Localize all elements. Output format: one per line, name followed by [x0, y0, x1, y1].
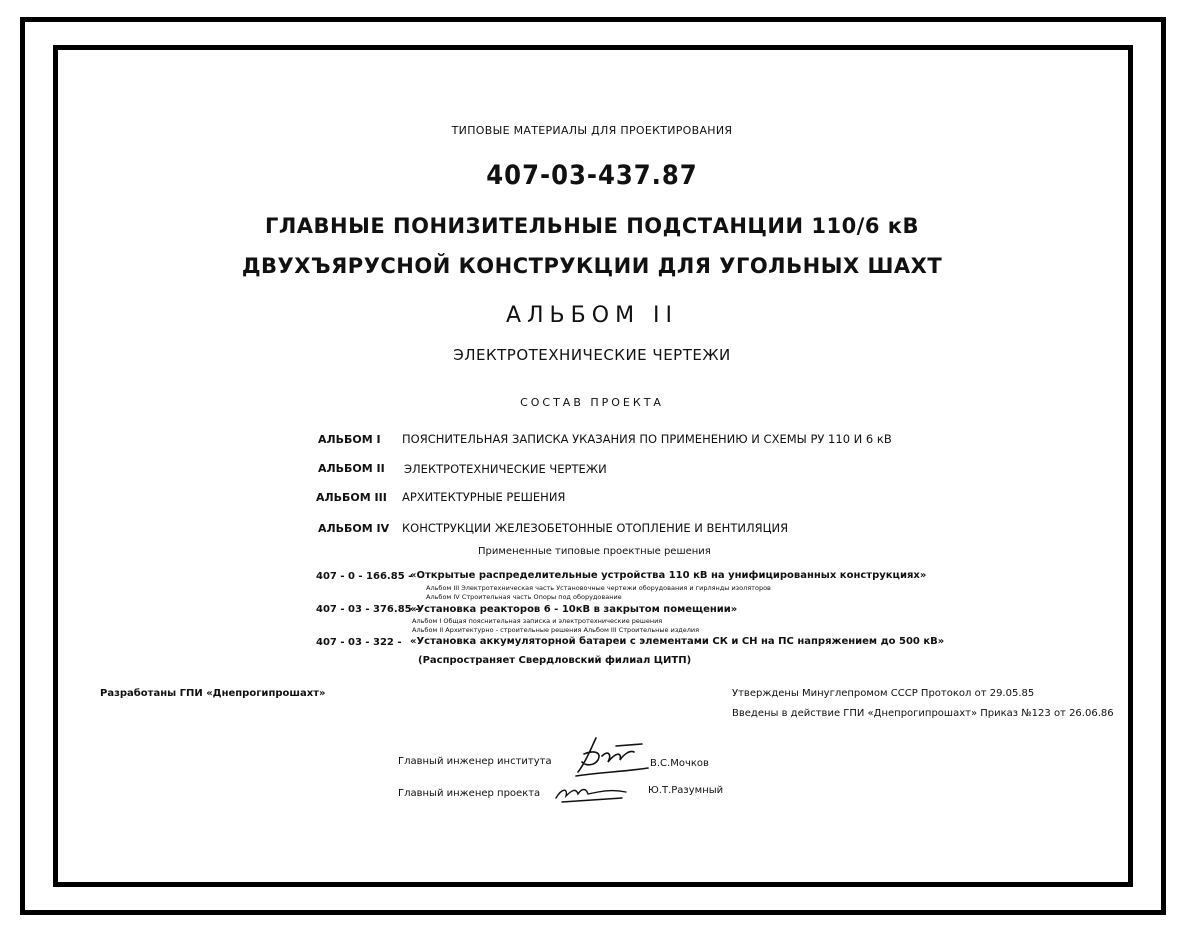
chief-engineer-project-signature: [552, 780, 632, 806]
approved-by: Утверждены Минуглепромом СССР Протокол от 29.05.85: [732, 688, 1035, 699]
applied-2-code: 407 - 03 - 376.85 -: [316, 604, 420, 615]
chief-engineer-institute-name: В.С.Мочков: [650, 758, 709, 769]
developed-by: Разработаны ГПИ «Днепрогипрошахт»: [100, 688, 326, 699]
distributor-note: (Распространяет Свердловский филиал ЦИТП): [418, 655, 692, 666]
applied-1-code: 407 - 0 - 166.85 -: [316, 571, 413, 582]
album-1-label: АЛЬБОМ I: [318, 433, 381, 446]
applied-2-note-1: Альбом I Общая пояснительная записка и электротехнические решения: [412, 617, 663, 625]
album-4-text: КОНСТРУКЦИИ ЖЕЛЕЗОБЕТОННЫЕ ОТОПЛЕНИЕ И ВЕНТИЛЯЦИЯ: [402, 521, 789, 535]
chief-engineer-institute-label: Главный инженер института: [398, 756, 552, 767]
chief-engineer-project-label: Главный инженер проекта: [398, 788, 541, 799]
applied-title: Примененные типовые проектные решения: [478, 546, 711, 557]
title-line-1: ГЛАВНЫЕ ПОНИЗИТЕЛЬНЫЕ ПОДСТАНЦИИ 110/6 кВ: [264, 214, 920, 238]
applied-3-code: 407 - 03 - 322 -: [316, 637, 402, 648]
composition-title: СОСТАВ ПРОЕКТА: [520, 396, 664, 409]
album-1-text: ПОЯСНИТЕЛЬНАЯ ЗАПИСКА УКАЗАНИЯ ПО ПРИМЕНЕНИЮ И СХЕМЫ РУ 110 И 6 кВ: [402, 432, 892, 446]
applied-1-text: «Открытые распределительные устройства 110 кВ на унифицированных конструкциях»: [410, 570, 927, 581]
album-2-label: АЛЬБОМ II: [318, 462, 385, 475]
album-title: АЛЬБОМ II: [505, 303, 679, 328]
album-2-text: ЭЛЕКТРОТЕХНИЧЕСКИЕ ЧЕРТЕЖИ: [404, 462, 607, 476]
chief-engineer-project-name: Ю.Т.Разумный: [648, 785, 724, 796]
applied-2-text: «Установка реакторов 6 - 10кВ в закрытом помещении»: [410, 604, 738, 615]
album-3-label: АЛЬБОМ III: [316, 491, 387, 504]
series-heading: ТИПОВЫЕ МАТЕРИАЛЫ ДЛЯ ПРОЕКТИРОВАНИЯ: [451, 124, 733, 137]
applied-3-text: «Установка аккумуляторной батареи с элементами СК и СН на ПС напряжением до 500 кВ»: [410, 636, 945, 647]
applied-1-note-2: Альбом IV Строительная часть Опоры под оборудование: [426, 593, 622, 601]
album-subtitle: ЭЛЕКТРОТЕХНИЧЕСКИЕ ЧЕРТЕЖИ: [453, 346, 731, 364]
enacted-by: Введены в действие ГПИ «Днепрогипрошахт» Приказ №123 от 26.06.86: [732, 708, 1114, 719]
album-4-label: АЛЬБОМ IV: [318, 522, 390, 535]
applied-1-note-1: Альбом III Электротехническая часть Установочные чертежи оборудования и гирлянды изоляторов: [426, 584, 771, 592]
document-code: 407-03-437.87: [486, 160, 698, 191]
title-line-2: ДВУХЪЯРУСНОЙ КОНСТРУКЦИИ ДЛЯ УГОЛЬНЫХ ШАХТ: [241, 254, 943, 278]
chief-engineer-institute-signature: [572, 732, 652, 780]
album-3-text: АРХИТЕКТУРНЫЕ РЕШЕНИЯ: [402, 490, 566, 504]
applied-2-note-2: Альбом II Архитектурно - строительные решения Альбом III Строительные изделия: [412, 626, 700, 634]
